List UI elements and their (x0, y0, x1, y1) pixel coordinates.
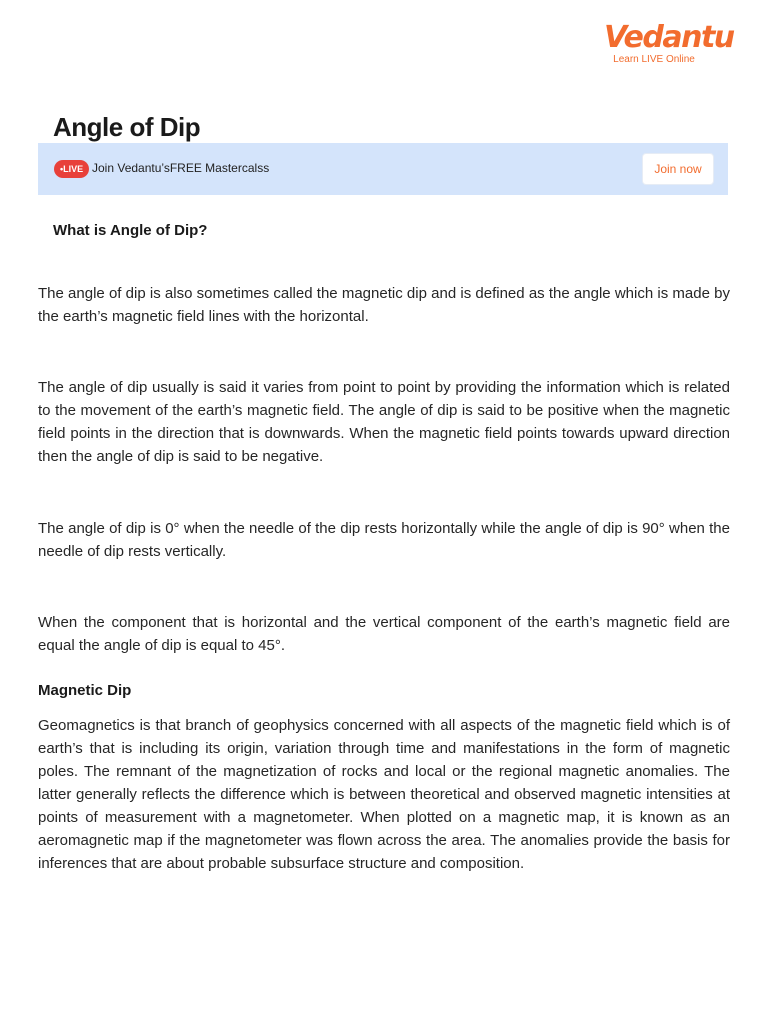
article-body (38, 222, 730, 875)
vedantu-logo[interactable] (604, 20, 734, 65)
live-badge: •LIVE (54, 160, 89, 178)
logo-wordmark: Vedantu (604, 20, 734, 55)
logo-tagline: Learn LIVE Online (613, 54, 695, 65)
paragraph-angle-values: The angle of dip is 0° when the needle of the dip rests horizontally while the angle of dip is 90° when the needle of dip rests vertically. (38, 520, 730, 560)
section-heading-what-is: What is Angle of Dip? (53, 222, 208, 239)
page-title: Angle of Dip (53, 112, 201, 142)
banner-text: Join Vedantu’sFREE Mastercalss (92, 161, 270, 175)
mastercalss-banner (38, 143, 728, 195)
section-heading-magnetic-dip: Magnetic Dip (38, 682, 132, 699)
paragraph-geomagnetics: Geomagnetics is that branch of geophysics concerned with all aspects of the magnetic field which is of earth’s that is including its origin, variation through time and manifestations in the form of magnetic poles. The remnant of the magnetization of rocks and local or the regional magnetic anomalies. The latter generally reflects the difference which is between theoretical and observed magnetic intensities at points of measurement with a magnetometer. When plotted on a magnetic map, it is known as an aeromagnetic map if the magnetometer was flown across the area. The anomalies provide the basis for inferences that are about probable subsurface structure and composition. (38, 717, 730, 872)
join-now-button[interactable]: Join now (642, 153, 714, 185)
paragraph-variation: The angle of dip usually is said it varies from point to point by providing the information which is related to the movement of the earth’s magnetic field. The angle of dip is said to be positive when the magnetic field points in the direction that is downwards. When the magnetic field points towards upward direction then the angle of dip is said to be negative. (38, 379, 730, 465)
paragraph-definition: The angle of dip is also sometimes called the magnetic dip and is defined as the angle which is made by the earth’s magnetic field lines with the horizontal. (38, 285, 730, 325)
paragraph-45-degrees: When the component that is horizontal and the vertical component of the earth’s magnetic field are equal the angle of dip is equal to 45°. (38, 614, 730, 654)
